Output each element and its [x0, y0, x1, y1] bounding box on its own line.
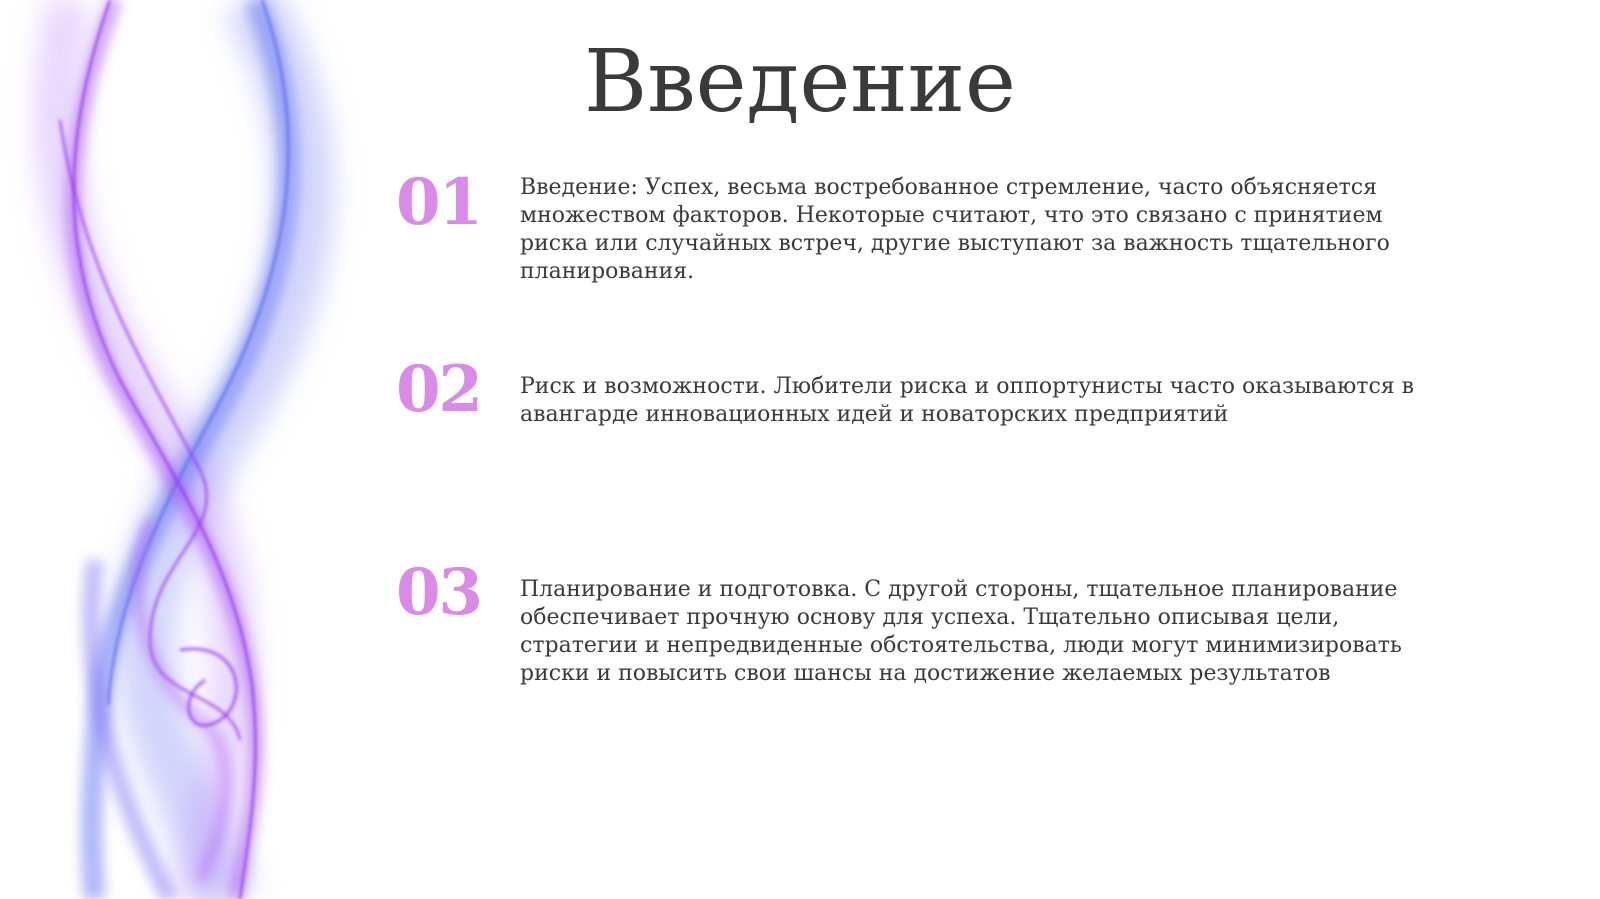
item-text: Введение: Успех, весьма востребованное стремление, часто объясняется множеством факторов. Некоторые считают, что это связано с принятием риска или случайных встреч, другие выступают за важность тщательного планирования.	[520, 175, 1390, 284]
item-number: 02	[396, 352, 482, 427]
item-text: Планирование и подготовка. С другой стороны, тщательное планирование обеспечивает прочную основу для успеха. Тщательно описывая цели, стратегии и непредвиденные обстоятельства, люди могут минимизировать риски и повысить свои шансы на достижение желаемых результатов	[520, 577, 1402, 686]
smoke-ribbon-graphic	[0, 0, 380, 899]
item-text: Риск и возможности. Любители риска и оппортунисты часто оказываются в авангарде инновационных идей и новаторских предприятий	[520, 374, 1415, 427]
item-number: 01	[396, 165, 482, 240]
slide-title: Введение	[584, 32, 1016, 132]
item-number: 03	[396, 555, 482, 630]
